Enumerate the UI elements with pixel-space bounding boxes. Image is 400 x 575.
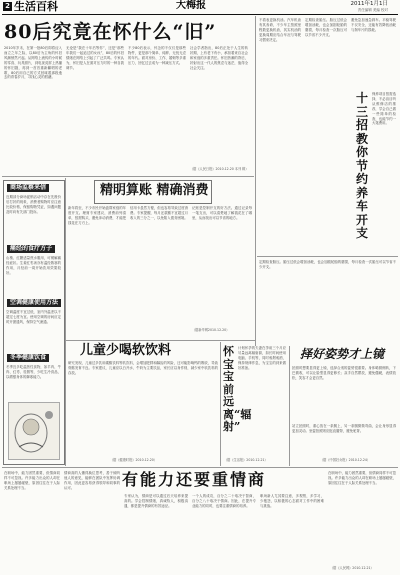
article-thrift-col1: 新年将至，不少市民开始盘算家庭的年度开支。理财专家建议，消费前列清单，按需购买，避免冲动消费，才能把钱花在刀刃上。 <box>68 206 126 225</box>
headline-kids-drinks: 儿童少喝软饮料 <box>80 343 172 358</box>
header-rule <box>2 14 398 15</box>
article-80s-col3: 不少80后表示，怀念的不仅仅是那些物件，更是那个简单、纯粹、无忧无虑的年代。面对房价、工作、婚姻等多重压力，回忆过去成为一种减压方式。 <box>128 46 186 65</box>
side-body-aircon: 空调温度不宜过低，室内外温差以不超过七度为宜。使用空调的房间应定时开窗通风，保持空气流通。 <box>6 310 61 324</box>
article-eq-col1: 在职场中，能力固然重要，但情商同样不可忽视。许多能力出众的人却在职场上屡屡碰壁，原因往往在于人际关系处理不当。 <box>4 471 60 490</box>
article-eq-col4: 一个人的成功，百分之二十取决于智商，百分之八十取决于情商。因此，在提升专业能力的同时，也要注重情商的培养。 <box>192 494 256 508</box>
article-eq-col5: 职场新人尤其要注意，多观察，多学习，少抱怨，以积极的心态面对工作中的困难与挑战。 <box>260 494 324 508</box>
page-header <box>0 0 400 18</box>
article-eq-col6: 在职场中，能力固然重要，但情商同样不可忽视。许多能力出众的人却在职场上屡屡碰壁，原因往往在于人际关系处理不当。 <box>328 471 396 485</box>
headline-80s: 80后究竟在怀什么“旧” <box>4 21 217 43</box>
article-eq-col2: 情商高的人懂得换位思考，善于倾听他人的意见，能够在团队中发挥协调作用，因此更容易获得领导和同事的认可。 <box>64 471 120 490</box>
article-thrift-byline: （据新华网2010.12.20） <box>192 328 230 332</box>
side-title-period: 痛经的食疗方子 <box>7 245 55 253</box>
divider-sidebar <box>65 178 66 466</box>
decorative-illustration <box>8 402 60 460</box>
article-pregnancy-body: 计划怀孕的夫妻在孕前三个月应尽量远离辐射源，如长时间使用电脑、手机等，同时戒烟戒酒，保持规律作息，为宝宝的到来做好准备。 <box>238 346 286 370</box>
article-80s-col4: 社会学者指出，80后正处于人生的转折期，上有老下有小，承担着来自社会和家庭的多重责任。怀旧热潮的背后，折射出这一代人的焦虑与迷茫，值得全社会关注。 <box>190 46 248 70</box>
divider-80s <box>2 176 254 177</box>
headline-thrift: 精明算账 精确消费 <box>100 183 209 198</box>
headline-car-tips: 十三招教你节约养车开支 <box>356 91 369 240</box>
article-eq-col3: 专家认为，情商是可以通过后天培养来提高的。学会控制情绪，真诚待人，积极沟通，都是提升情商的有效途径。 <box>124 494 188 508</box>
article-thrift-col3: 记账是控制开支的好方法。通过记录每一笔支出，可以清楚地了解钱花在了哪里，从而找出可以节省的地方。 <box>192 206 252 220</box>
masthead: 大梅报 <box>176 0 206 11</box>
article-pregnancy-byline: （据《生活报》2010.12.21） <box>224 458 268 462</box>
divider-bottom <box>2 467 398 468</box>
side-title-winter: 冬季健康饮食 <box>7 354 49 362</box>
issue-date: 2011年1月1日 <box>350 1 388 7</box>
article-car-col1: 不看表更换机油。汽车机油有其寿命，不少车主按照里程数更换机油，其实机油的更换周期应结合车况与驾驶习惯来决定。 <box>259 18 301 42</box>
article-kids-body: 研究发现，儿童过多饮用碳酸饮料等软饮料，会增加肥胖和龋齿的风险，还可能影响钙的吸收，导致骨骼发育不良。专家建议，儿童应以白开水、牛奶为主要饮品，家长应以身作则，减少家中软饮料的存放。 <box>68 361 218 375</box>
side-body-winter: 冬季宜多吃温热性食物，如羊肉、牛肉、红枣、桂圆等，少吃生冷食品，以增强身体的御寒能力。 <box>6 365 61 379</box>
article-car-more: 定期检查胎压。胎压过低会增加油耗，也会加剧轮胎的磨损，每月检查一次胎压可以节省不少开支。 <box>259 260 396 269</box>
divider-car <box>257 256 398 257</box>
article-80s-col2: 无论是“我在十年后等你”，还是“那些年我们一起追过的女孩”，80后的怀旧情绪在网络上引起了广泛共鸣。专家认为，怀旧是人在面对压力时的一种自我调节。 <box>66 46 124 70</box>
divider-right-column <box>255 16 256 346</box>
article-car-col3: 避免急加速急刹车。平稳驾驶不仅安全，还能有效降低油耗与刹车片的损耗。 <box>351 18 396 32</box>
article-car-side: 保养项目按需选择，不必盲目听从维修店的推荐，学会自己做一些简单的检查，也能节约一大笔费用。 <box>372 92 396 126</box>
article-eq-byline: （据《人民网》2010.12.21） <box>330 566 374 570</box>
article-photo-body: 拍照时想要显得更上镜，选择合适的姿势很重要。身体略微侧转，下巴微收，可以让脸型显得更修长；双手自然摆放，避免僵硬，表情放松，笑容才会更自然。 <box>292 366 396 380</box>
article-car-col2: 定期检查胎压。胎压过低会增加油耗，也会加剧轮胎的磨损，每月检查一次胎压可以节省不少开支。 <box>305 18 347 37</box>
side-title-aircon: 空调健康使用方法 <box>7 299 61 307</box>
article-80s-byline: （据《人民日报》2010.12.20 本刊 辑） <box>190 167 249 171</box>
section-title: 生活百科 <box>14 0 58 13</box>
side-title-mall: 商场监察来信 <box>7 184 49 192</box>
article-kids-byline: （据《健康时报》2010.12.20） <box>110 458 157 462</box>
page-number-badge: 2 <box>3 2 12 11</box>
article-photo-byline: （据《中国妇女报》2010.12.24） <box>320 458 371 462</box>
divider-mirror <box>289 346 290 466</box>
divider-treasure <box>220 342 221 466</box>
headline-photo-pose: 择好姿势才上镜 <box>300 347 385 361</box>
article-thrift-col2: 信用卡虽然方便，但也容易导致过度消费。专家提醒，每月还款额不宜超过月收入的三分之一，以免陷入债务困境。 <box>130 206 188 220</box>
article-photo-body2: 站立拍照时，重心放在一条腿上，另一条腿微微弯曲，会让身形显得更加灵动。坐姿拍照则应挺直腰背，避免驼背。 <box>292 424 396 433</box>
article-80s-col1: 2010年岁末，在第一批80后即将迈入而立之年之际，以80后为主角的怀旧风潮悄然兴起。从网络上流传的小时候的零食、玩具照片，到电视荧屏上热播的怀旧剧，再到一首首重新翻唱的老歌，80后用自己的方式回味着那段逝去的青春岁月，寻找心灵的慰藉。 <box>4 46 62 80</box>
side-body-mall: 近期部分商场促销活动中存在先涨价后打折的现象，消费者购物时应注意比较价格，保留购物凭证，如遇问题及时向有关部门投诉。 <box>6 195 61 214</box>
headline-eq: 有能力还要重情商 <box>122 470 267 489</box>
side-body-period: 山楂、红糖适量煎水服用，可缓解痛经症状。生姜红枣汤亦有温经散寒的作用，月经前一周开始饮用效果较好。 <box>6 256 61 275</box>
headline-pregnancy: 怀宝宝前远离“辐射” <box>223 345 252 433</box>
issue-meta: 责任编辑 美编 校对 <box>357 8 388 12</box>
divider-thrift <box>66 340 256 341</box>
